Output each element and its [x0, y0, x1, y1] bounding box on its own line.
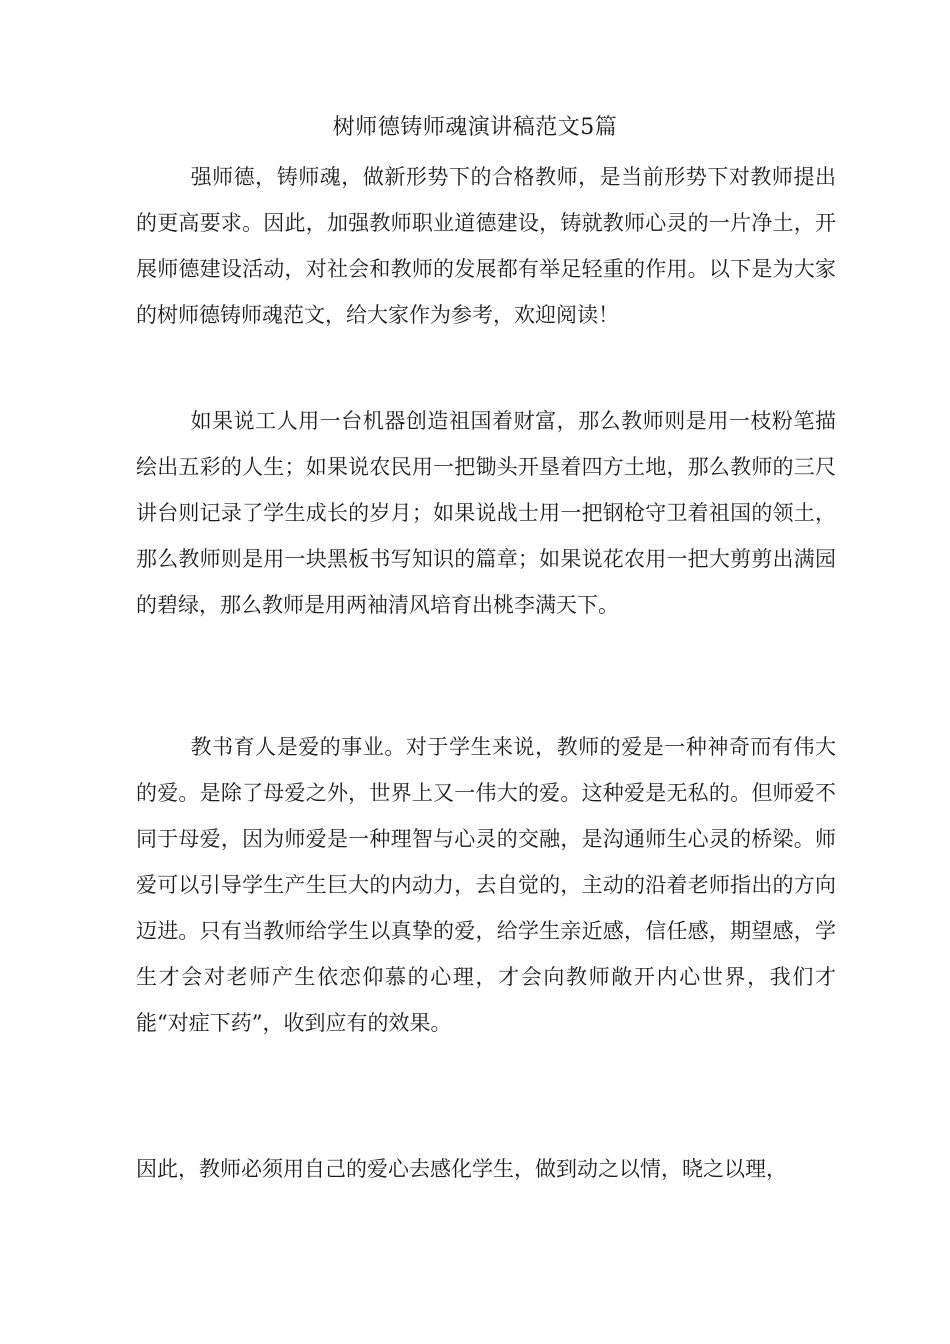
paragraph-teacher-love: 教书育人是爱的事业。对于学生来说，教师的爱是一种神奇而有伟大的爱。是除了母爱之外，世界上又一伟大的爱。这种爱是无私的。但师爱不同于母爱，因为师爱是一种理智与心灵的交融，是沟通师生心灵的桥梁。师爱可以引导学生产生巨大的内动力，去自觉的，主动的沿着老师指出的方向迈进。只有当教师给学生以真挚的爱，给学生亲近感，信任感，期望感，学生才会对老师产生依恋仰慕的心理，才会向教师敞开内心世界，我们才能“对症下药”，收到应有的效果。 — [136, 735, 836, 1035]
paragraph-teacher-metaphor: 如果说工人用一台机器创造祖国着财富，那么教师则是用一枝粉笔描绘出五彩的人生；如果说农民用一把锄头开垦着四方土地，那么教师的三尺讲台则记录了学生成长的岁月；如果说战士用一把钢枪守卫着祖国的领土，那么教师则是用一块黑板书写知识的篇章；如果说花农用一把大剪剪出满园的碧绿，那么教师是用两袖清风培育出桃李满天下。 — [136, 409, 836, 617]
paragraph-conclusion-start: 因此，教师必须用自己的爱心去感化学生，做到动之以情，晓之以理， — [136, 1157, 787, 1181]
document-title: 树师德铸师魂演讲稿范文5篇 — [332, 115, 618, 140]
paragraph-intro: 强师德，铸师魂，做新形势下的合格教师，是当前形势下对教师提出的更高要求。因此，加强教师职业道德建设，铸就教师心灵的一片净土，开展师德建设活动，对社会和教师的发展都有举足轻重的作用。以下是为大家的树师德铸师魂范文，给大家作为参考，欢迎阅读！ — [136, 165, 836, 327]
